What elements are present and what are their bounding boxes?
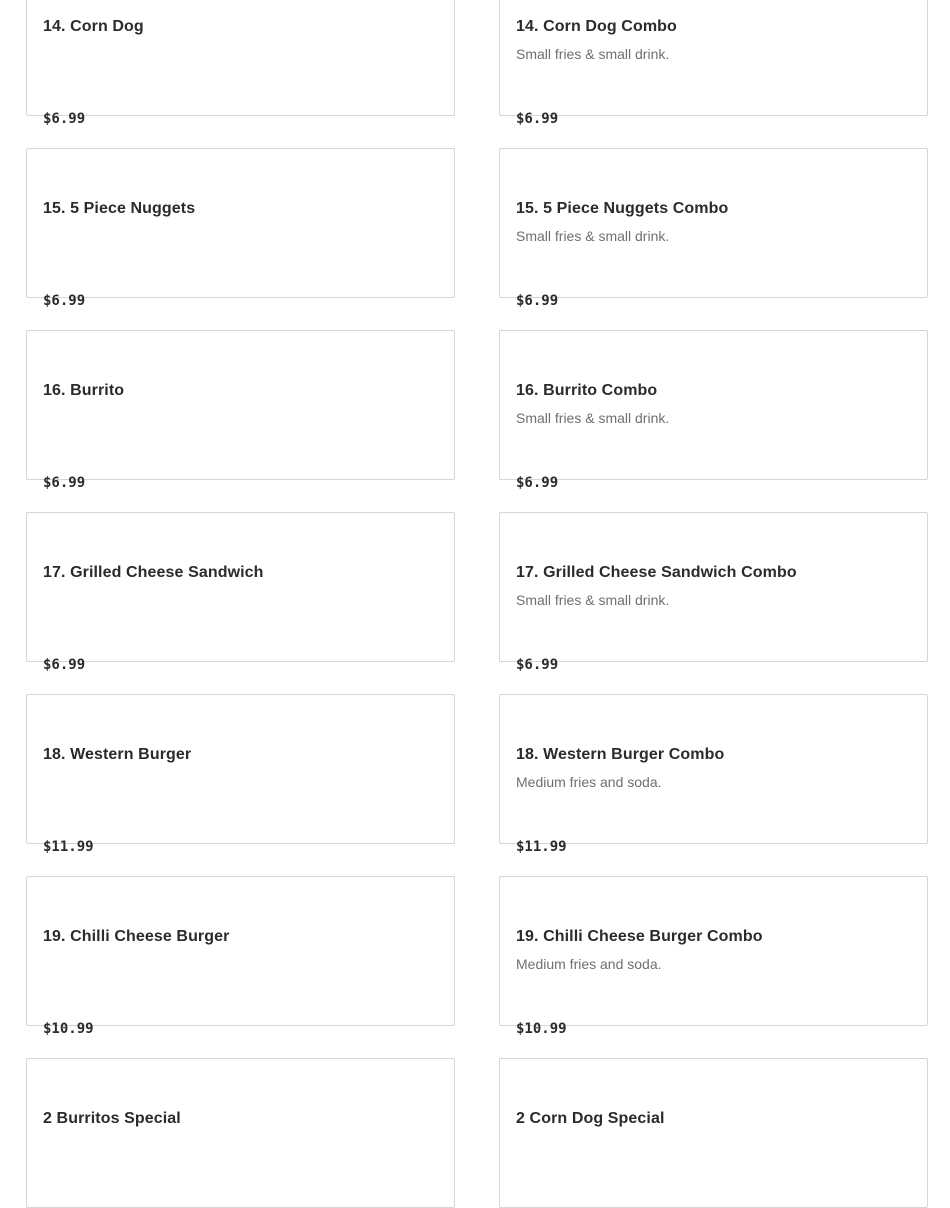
menu-item-description: Small fries & small drink. bbox=[516, 46, 670, 62]
menu-item-name: 19. Chilli Cheese Burger Combo bbox=[516, 928, 763, 945]
menu-item-price: $10.99 bbox=[43, 1021, 94, 1037]
menu-item-price: $6.99 bbox=[43, 657, 86, 673]
menu-item-name: 19. Chilli Cheese Burger bbox=[43, 928, 230, 945]
menu-item-name: 14. Corn Dog bbox=[43, 18, 144, 35]
menu-item-card[interactable] bbox=[499, 694, 928, 855]
menu-item-name: 16. Burrito Combo bbox=[516, 382, 658, 399]
menu-item-card[interactable] bbox=[26, 694, 455, 855]
menu-item-card[interactable] bbox=[26, 876, 455, 1037]
menu-item-name: 18. Western Burger bbox=[43, 746, 192, 763]
menu-item-card[interactable] bbox=[499, 1058, 928, 1208]
menu-item-price: $11.99 bbox=[43, 839, 94, 855]
menu-item-price: $11.99 bbox=[516, 839, 567, 855]
menu-item-price: $6.99 bbox=[516, 475, 559, 491]
menu-item-card[interactable] bbox=[26, 330, 455, 491]
menu-item-name: 18. Western Burger Combo bbox=[516, 746, 725, 763]
menu-item-price: $6.99 bbox=[516, 111, 559, 127]
menu-item-name: 2 Corn Dog Special bbox=[516, 1110, 665, 1127]
menu-item-name: 16. Burrito bbox=[43, 382, 125, 399]
menu-item-description: Small fries & small drink. bbox=[516, 592, 670, 608]
menu-items-grid bbox=[26, 0, 928, 1208]
menu-item-price: $6.99 bbox=[43, 293, 86, 309]
menu-item-description: Medium fries and soda. bbox=[516, 774, 662, 790]
menu-item-card[interactable] bbox=[499, 148, 928, 309]
menu-item-price: $6.99 bbox=[43, 475, 86, 491]
menu-item-card[interactable] bbox=[26, 148, 455, 309]
menu-item-name: 14. Corn Dog Combo bbox=[516, 18, 677, 35]
menu-item-price: $6.99 bbox=[516, 293, 559, 309]
menu-item-name: 15. 5 Piece Nuggets bbox=[43, 200, 196, 217]
menu-item-card[interactable] bbox=[499, 0, 928, 127]
menu-item-card[interactable] bbox=[26, 0, 455, 127]
menu-item-name: 17. Grilled Cheese Sandwich bbox=[43, 564, 264, 581]
menu-item-card[interactable] bbox=[26, 1058, 455, 1208]
menu-item-name: 2 Burritos Special bbox=[43, 1110, 181, 1127]
menu-item-card[interactable] bbox=[499, 330, 928, 491]
menu-item-card[interactable] bbox=[499, 512, 928, 673]
menu-item-card[interactable] bbox=[499, 876, 928, 1037]
menu-item-description: Medium fries and soda. bbox=[516, 956, 662, 972]
menu-item-name: 17. Grilled Cheese Sandwich Combo bbox=[516, 564, 797, 581]
menu-item-card[interactable] bbox=[26, 512, 455, 673]
menu-item-price: $6.99 bbox=[516, 657, 559, 673]
menu-item-description: Small fries & small drink. bbox=[516, 410, 670, 426]
menu-item-price: $10.99 bbox=[516, 1021, 567, 1037]
menu-item-description: Small fries & small drink. bbox=[516, 228, 670, 244]
menu-item-price: $6.99 bbox=[43, 111, 86, 127]
menu-item-name: 15. 5 Piece Nuggets Combo bbox=[516, 200, 729, 217]
